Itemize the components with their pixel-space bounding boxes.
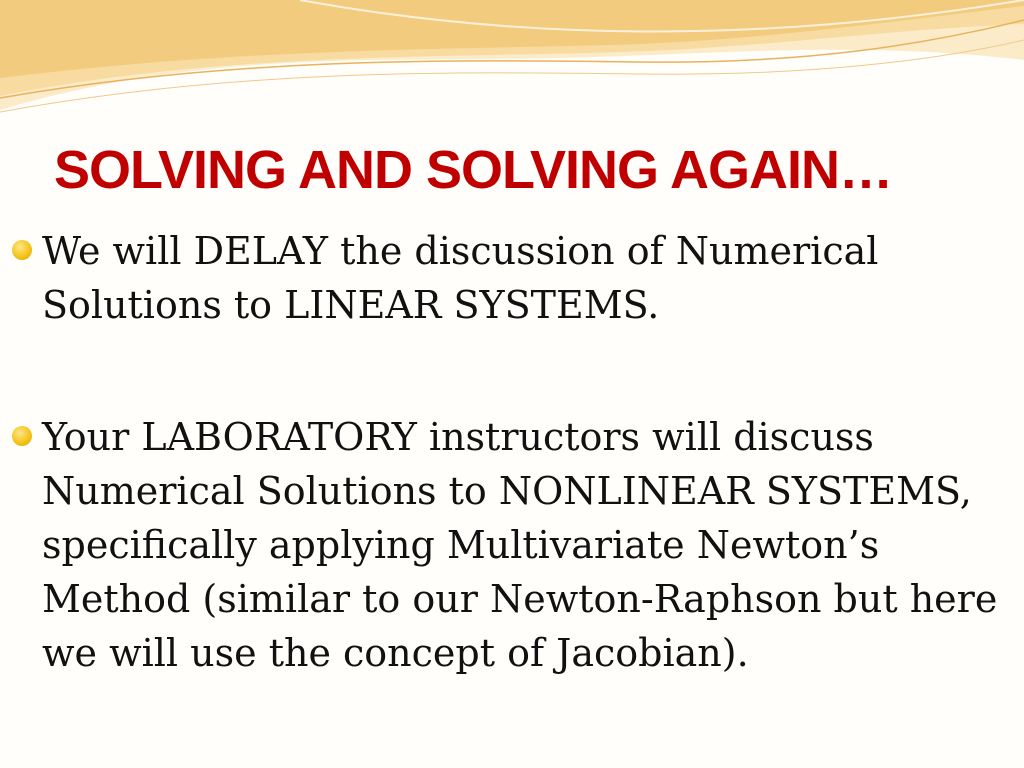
bullet-text: Your LABORATORY instructors will discuss Numerical Solutions to NONLINEAR SYSTEMS, specifically applying Multivariate Newton’s Method (similar to our Newton-Raphson but here we will use the concept of Jacobian).	[42, 415, 998, 675]
decorative-wave-header	[0, 0, 1024, 140]
bullet-dot-icon	[12, 426, 32, 446]
slide-title: SOLVING AND SOLVING AGAIN…	[54, 140, 893, 200]
bullet-list	[0, 224, 1024, 680]
bullet-dot-icon	[12, 240, 32, 260]
bullet-item-linear-systems	[0, 224, 1024, 332]
bullet-item-nonlinear-systems	[0, 410, 1024, 680]
bullet-text: We will DELAY the discussion of Numerical Solutions to LINEAR SYSTEMS.	[42, 229, 879, 327]
